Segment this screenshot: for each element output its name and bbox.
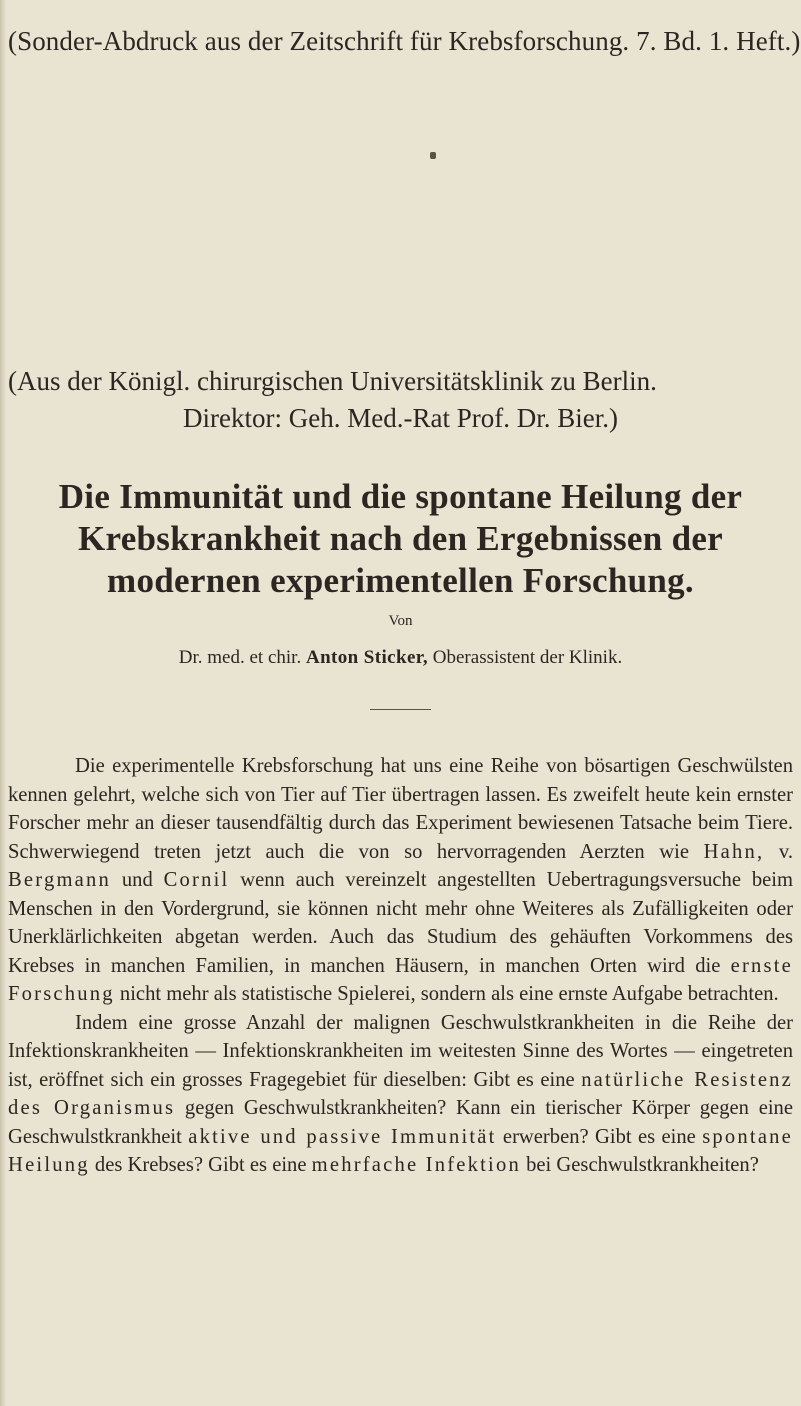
paragraph-1 [8,752,793,1009]
director-line: Direktor: Geh. Med.-Rat Prof. Dr. Bier.) [183,403,618,433]
name-hahn: Hahn, [703,840,765,863]
article-title [0,476,801,602]
title-line-3: modernen experimentellen Forschung. [107,561,694,600]
emphasis-heilung: spontane Heilung [8,1125,793,1176]
paragraph-2-text-e: bei Geschwulstkrankheiten? [520,1154,759,1176]
paragraph-1-text-e: nicht mehr als statistische Spielerei, sondern als eine ernste Aufgabe betrachten. [114,983,779,1005]
offprint-header: (Sonder-Abdruck aus der Zeitschrift für Krebsforschung. 7. Bd. 1. Heft.) [8,26,801,56]
byline-von: Von [388,613,413,629]
article-body [8,752,793,1180]
emphasis-ernste-forschung: ernste Forschung [8,954,793,1005]
author-degree: Dr. med. et chir. [178,647,302,668]
paragraph-2-text-a: Indem eine grosse Anzahl der malignen Geschwulstkrankheiten in die Reihe der Infektionskrankheiten — Infektionskrankheiten im weitesten Sinne des Wortes — eingetreten ist, eröffnet sich ein grosses Fragegebiet für dieselben: Gibt es eine [8,1011,793,1091]
ink-speck [430,152,436,159]
paragraph-2 [8,1009,793,1180]
emphasis-immunitaet: aktive und passive Immunität [188,1125,497,1148]
author-line [0,647,801,669]
paragraph-2-text-b: gegen Geschwulstkrankheiten? Kann ein tierischer Körper gegen eine Geschwulstkrankheit [8,1097,793,1148]
title-line-2: Krebskrankheit nach den Ergebnissen der [77,519,724,558]
paragraph-1-text-a: Die experimentelle Krebsforschung hat uns eine Reihe von bösartigen Geschwülsten kennen gelehrt, welche sich von Tier auf Tier übertragen lassen. Es zweifelt heute kein ernster Forscher mehr an dieser tausendfältig durch das Experiment bewiesenen Tatsache beim Tiere. Schwerwiegend treten jetzt auch die von so hervorragenden Aerzten wie [8,755,793,863]
author-name: Anton Sticker, [305,647,429,668]
paragraph-2-text-c: erwerben? Gibt es eine [496,1125,703,1148]
paragraph-1-text-d: wenn auch vereinzelt angestellten Uebertragungsversuche beim Menschen in den Vordergrund, sie können nicht mehr ohne Weiteres als Zufälligkeiten oder Unerklärlichkeiten abgetan werden. Auch das Studium des gehäuften Vorkommens des Krebses in manchen Familien, in manchen Häusern, in manchen Orten wird die [8,869,794,977]
name-bergmann: Bergmann [8,869,112,891]
paragraph-2-text-d: des Krebses? Gibt es eine [89,1154,312,1176]
title-line-1: Die Immunität und die spontane Heilung der [58,477,743,516]
paragraph-1-text-c: und [111,869,164,891]
section-divider [370,709,431,710]
emphasis-infektion: mehrfache Infektion [311,1154,521,1176]
name-cornil: Cornil [163,869,230,891]
author-position: Oberassistent der Klinik. [432,647,623,668]
clinic-line: (Aus der Königl. chirurgischen Universitätsklinik zu Berlin. [8,366,657,396]
emphasis-resistenz: natürliche Resistenz des Organismus [8,1068,793,1119]
page-binding-edge [0,0,6,1406]
paragraph-1-text-b: v. [764,840,793,863]
